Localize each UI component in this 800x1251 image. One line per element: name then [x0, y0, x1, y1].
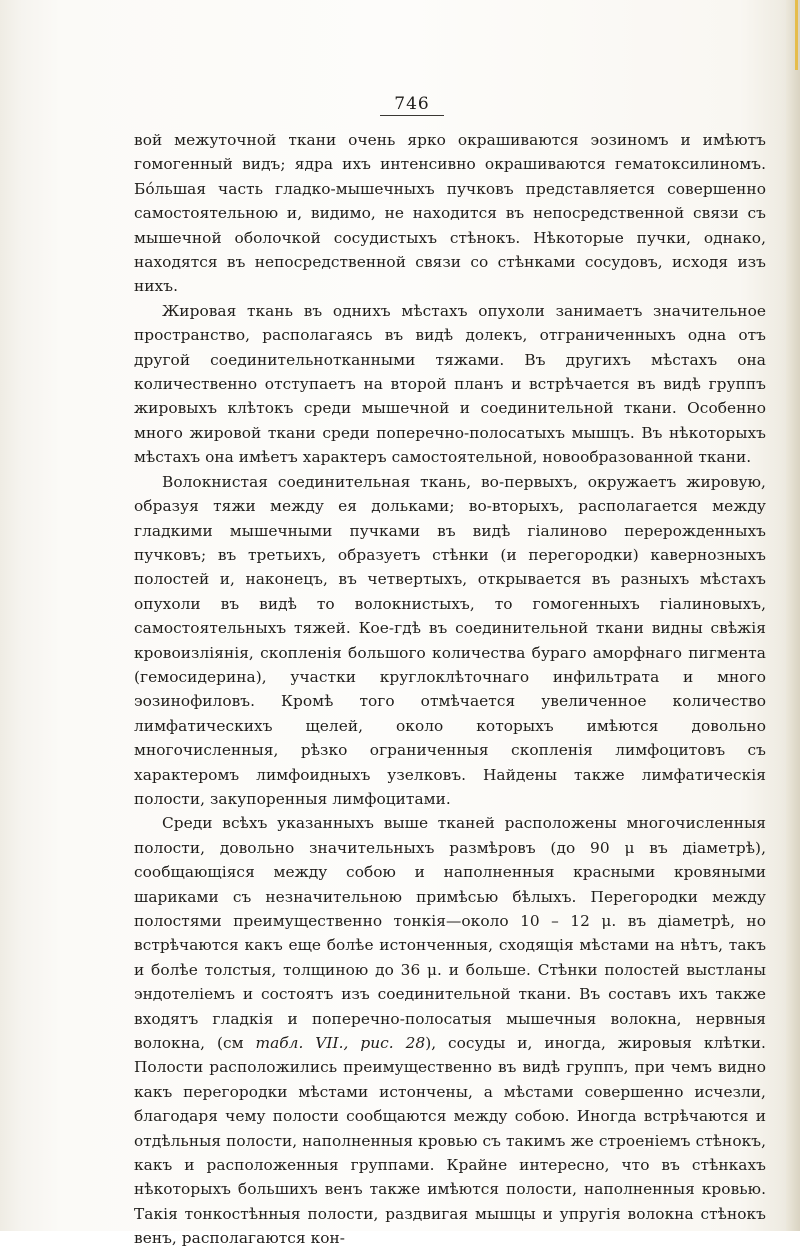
page-edge-accent: [795, 0, 798, 70]
paragraph-adipose-tissue: Жировая ткань въ однихъ мѣстахъ опухоли занимаетъ значительное пространство, располагаясь въ видѣ долекъ, отграниченныхъ одна отъ другой соединительнотканными тяжами. Въ другихъ мѣстахъ она количественно отступаетъ на второй планъ и встрѣчается въ видѣ группъ жировыхъ клѣтокъ среди мышечной и соединительной ткани. Особенно много жировой ткани среди поперечно-полосатыхъ мышцъ. Въ нѣкоторыхъ мѣстахъ она имѣетъ характеръ самостоятельной, новообразованной ткани.: [134, 301, 766, 467]
body-text: [134, 128, 766, 1251]
paragraph-cavities-part-1: Среди всѣхъ указанныхъ выше тканей расположены многочисленныя полости, довольно значительныхъ размѣровъ (до 90 μ въ діаметрѣ), сообщающіяся между собою и наполненныя красными кровяными шариками съ незначительною примѣсью бѣлыхъ. Перегородки между полостями преимущественно тонкія—около 10 – 12 μ. въ діаметрѣ, но встрѣчаются какъ еще болѣе истонченныя, сходящія мѣстами на нѣтъ, такъ и болѣе толстыя, толщиною до 36 μ. и больше. Стѣнки полостей выстланы эндотеліемъ и состоятъ изъ соединительной ткани. Въ составъ ихъ также входятъ гладкія и поперечно-полосатыя мышечныя волокна, нервныя волокна, (см: [134, 814, 766, 1053]
page-number: [0, 94, 800, 116]
page-edge: [786, 0, 800, 1231]
paragraph-connective-tissue: Волокнистая соединительная ткань, во-первыхъ, окружаетъ жировую, образуя тяжи между ея дольками; во-вторыхъ, располагается между гладкими мышечными пучками въ видѣ гіалиново перерожденныхъ пучковъ; въ третьихъ, образуетъ стѣнки (и перегородки) кавернозныхъ полостей и, наконецъ, въ четвертыхъ, открывается въ разныхъ мѣстахъ опухоли въ видѣ то волокнистыхъ, то гомогенныхъ гіалиновыхъ, самостоятельныхъ тяжей. Кое-гдѣ въ соединительной ткани видны свѣжія кровоизліянія, скопленія большого количества бураго аморфнаго пигмента (гемосидерина), участки круглоклѣточнаго инфильтрата и много эозинофиловъ. Кромѣ того отмѣчается увеличенное количество лимфатическихъ щелей, около которыхъ имѣются довольно многочисленныя, рѣзко ограниченныя скопленія лимфоцитовъ съ характеромъ лимфоидныхъ узелковъ. Найдены также лимфатическія полости, закупоренныя лимфоцитами.: [134, 472, 766, 808]
paragraph-cavities: [134, 811, 766, 1250]
figure-reference: табл. VII., рис. 28: [255, 1034, 426, 1053]
paragraph-continued: вой межуточной ткани очень ярко окрашиваются эозиномъ и имѣютъ гомогенный видъ; ядра ихъ интенсивно окрашиваются гематоксилиномъ. Бо́льшая часть гладко-мышечныхъ пучковъ представляется совершенно самостоятельною и, видимо, не находится въ непосредственной связи съ мышечной оболочкой сосудистыхъ стѣнокъ. Нѣкоторые пучки, однако, находятся въ непосредственной связи со стѣнками сосудовъ, исходя изъ нихъ.: [134, 131, 766, 296]
page-number-text: 746: [380, 94, 443, 116]
paragraph-cavities-part-2: ), сосуды и, иногда, жировыя клѣтки. Полости расположились преимущественно въ видѣ группъ, при чемъ видно какъ перегородки мѣстами истончены, а мѣстами совершенно исчезли, благодаря чему полости сообщаются между собою. Иногда встрѣчаются и отдѣльныя полости, наполненныя кровью съ такимъ же строеніемъ стѣнокъ, какъ и расположенныя группами. Крайне интересно, что въ стѣнкахъ нѣкоторыхъ большихъ венъ также имѣются полости, наполненныя кровью. Такія тонкостѣнныя полости, раздвигая мышцы и упругія волокна стѣнокъ венъ, располагаются кон-: [134, 1034, 766, 1248]
